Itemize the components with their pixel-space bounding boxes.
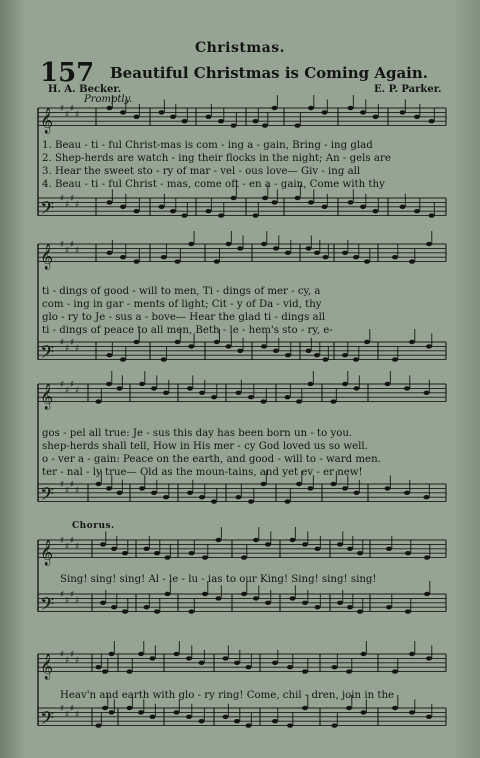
note-head	[144, 605, 150, 609]
note-head	[262, 123, 268, 127]
note-head	[241, 555, 247, 559]
treble-clef-icon: 𝄞	[40, 244, 54, 270]
note-head	[373, 115, 379, 119]
chorus-lyric-line-2: Heav'n and earth with glo - ry ring! Come, chil - dren, join in the	[60, 690, 395, 701]
chorus-lyric-line-1: Sing! sing! sing! Al - le - lu - ias to our King! Sing! sing! sing!	[60, 574, 377, 585]
note-head	[265, 542, 271, 546]
sharp-icon: ♯	[65, 656, 70, 666]
note-head	[248, 395, 254, 399]
note-head	[109, 652, 115, 656]
sharp-icon: ♯	[60, 104, 65, 114]
note-head	[138, 652, 144, 656]
sharp-icon: ♯	[75, 486, 80, 496]
note-head	[385, 382, 391, 386]
note-head	[392, 255, 398, 259]
note-head	[364, 340, 370, 344]
sharp-icon: ♯	[60, 338, 65, 348]
note-head	[322, 205, 328, 209]
note-head	[386, 605, 392, 609]
note-head	[332, 723, 338, 727]
note-head	[174, 652, 180, 656]
note-head	[386, 547, 392, 551]
bass-clef-icon: 𝄢	[40, 708, 55, 734]
sharp-icon: ♯	[60, 380, 65, 390]
sharp-icon: ♯	[70, 536, 75, 546]
lyric-line: com - ing in gar - ments of light; Cit - y of Da - vid, thy	[42, 299, 322, 310]
note-head	[188, 242, 194, 246]
note-head	[323, 357, 329, 361]
note-head	[360, 205, 366, 209]
note-head	[231, 123, 237, 127]
note-head	[102, 669, 108, 673]
note-head	[107, 200, 113, 204]
note-head	[261, 399, 267, 403]
note-head	[111, 605, 117, 609]
note-head	[315, 605, 321, 609]
note-head	[170, 209, 176, 213]
sharp-icon: ♯	[65, 344, 70, 354]
note-head	[253, 596, 259, 600]
sharp-icon: ♯	[75, 656, 80, 666]
note-head	[206, 115, 212, 119]
note-head	[134, 115, 140, 119]
note-head	[151, 491, 157, 495]
note-head	[322, 110, 328, 114]
note-head	[182, 213, 188, 217]
note-head	[189, 609, 195, 613]
sharp-icon: ♯	[70, 104, 75, 114]
note-head	[354, 491, 360, 495]
note-head	[237, 246, 243, 250]
lyric-line: ter - nal - ly true— Old as the moun-tains, and yet ev - er new!	[42, 467, 363, 478]
sharp-icon: ♯	[75, 246, 80, 256]
note-head	[159, 205, 165, 209]
note-head	[226, 242, 232, 246]
note-head	[405, 609, 411, 613]
note-head	[139, 486, 145, 490]
note-head	[150, 656, 156, 660]
note-head	[426, 242, 432, 246]
note-head	[302, 601, 308, 605]
note-head	[306, 349, 312, 353]
note-head	[285, 499, 291, 503]
note-head	[182, 119, 188, 123]
note-head	[285, 395, 291, 399]
lyric-line: ti - dings of good - will to men, Ti - dings of mer - cy, a	[42, 286, 321, 297]
sharp-icon: ♯	[70, 338, 75, 348]
lyric-line: glo - ry to Je - sus a - bove— Hear the glad ti - dings all	[42, 312, 326, 323]
note-head	[332, 665, 338, 669]
sharp-icon: ♯	[65, 386, 70, 396]
note-head	[161, 357, 167, 361]
note-head	[223, 715, 229, 719]
bass-clef-icon: 𝄢	[40, 594, 55, 620]
note-head	[122, 551, 128, 555]
note-head	[392, 357, 398, 361]
treble-clef-icon: 𝄞	[40, 384, 54, 410]
note-head	[199, 391, 205, 395]
note-head	[175, 340, 181, 344]
note-head	[134, 259, 140, 263]
note-head	[216, 538, 222, 542]
sharp-icon: ♯	[75, 596, 80, 606]
note-head	[216, 596, 222, 600]
note-head	[253, 538, 259, 542]
sharp-icon: ♯	[75, 542, 80, 552]
note-head	[373, 209, 379, 213]
note-head	[314, 353, 320, 357]
note-head	[127, 669, 133, 673]
note-head	[236, 391, 242, 395]
note-head	[150, 715, 156, 719]
treble-clef-icon: 𝄞	[40, 654, 54, 680]
note-head	[296, 399, 302, 403]
note-head	[273, 349, 279, 353]
note-head	[96, 482, 102, 486]
note-head	[357, 609, 363, 613]
sharp-icon: ♯	[65, 110, 70, 120]
tempo-marking: Promptly.	[84, 94, 133, 105]
note-head	[346, 669, 352, 673]
note-head	[405, 551, 411, 555]
sharp-icon: ♯	[60, 194, 65, 204]
note-head	[102, 706, 108, 710]
note-head	[409, 652, 415, 656]
note-head	[426, 715, 432, 719]
note-head	[426, 656, 432, 660]
note-head	[218, 119, 224, 123]
sharp-icon: ♯	[65, 486, 70, 496]
note-head	[144, 547, 150, 551]
note-head	[211, 395, 217, 399]
note-head	[134, 340, 140, 344]
sharp-icon: ♯	[65, 710, 70, 720]
note-head	[331, 482, 337, 486]
note-head	[337, 601, 343, 605]
note-head	[290, 596, 296, 600]
note-head	[139, 382, 145, 386]
note-head	[223, 656, 229, 660]
note-head	[424, 495, 430, 499]
sharp-icon: ♯	[75, 110, 80, 120]
note-head	[302, 669, 308, 673]
note-head	[348, 200, 354, 204]
note-head	[306, 246, 312, 250]
note-head	[174, 710, 180, 714]
note-head	[392, 706, 398, 710]
sharp-icon: ♯	[70, 590, 75, 600]
note-head	[188, 344, 194, 348]
note-head	[337, 542, 343, 546]
note-head	[361, 710, 367, 714]
note-head	[159, 110, 165, 114]
note-head	[308, 382, 314, 386]
lyric-line: shep-herds shall tell, How in His mer - cy God loved us so well.	[42, 441, 368, 452]
note-head	[163, 495, 169, 499]
note-head	[127, 706, 133, 710]
note-head	[272, 200, 278, 204]
sharp-icon: ♯	[65, 542, 70, 552]
note-head	[107, 251, 113, 255]
note-head	[302, 706, 308, 710]
note-head	[261, 242, 267, 246]
note-head	[287, 665, 293, 669]
sharp-icon: ♯	[60, 650, 65, 660]
note-head	[163, 391, 169, 395]
note-head	[308, 200, 314, 204]
chorus-label: Chorus.	[72, 521, 115, 531]
note-head	[409, 259, 415, 263]
note-head	[272, 106, 278, 110]
note-head	[361, 652, 367, 656]
note-head	[261, 344, 267, 348]
sharp-icon: ♯	[60, 240, 65, 250]
sharp-icon: ♯	[70, 480, 75, 490]
note-head	[206, 209, 212, 213]
note-head	[109, 710, 115, 714]
note-head	[170, 115, 176, 119]
note-head	[295, 196, 301, 200]
note-head	[186, 656, 192, 660]
note-head	[285, 251, 291, 255]
sharp-icon: ♯	[60, 480, 65, 490]
note-head	[314, 251, 320, 255]
note-head	[302, 542, 308, 546]
note-head	[106, 486, 112, 490]
note-head	[323, 255, 329, 259]
note-head	[409, 340, 415, 344]
note-head	[353, 357, 359, 361]
note-head	[96, 665, 102, 669]
note-head	[199, 495, 205, 499]
note-head	[400, 110, 406, 114]
note-head	[100, 601, 106, 605]
sharp-icon: ♯	[70, 380, 75, 390]
note-head	[414, 115, 420, 119]
note-head	[175, 259, 181, 263]
lyric-line: 3. Hear the sweet sto - ry of mar - vel - ous love— Giv - ing all	[42, 166, 361, 177]
sharp-icon: ♯	[70, 650, 75, 660]
sharp-icon: ♯	[60, 536, 65, 546]
note-head	[154, 609, 160, 613]
note-head	[96, 723, 102, 727]
note-head	[331, 399, 337, 403]
note-head	[424, 592, 430, 596]
sharp-icon: ♯	[75, 386, 80, 396]
note-head	[234, 661, 240, 665]
note-head	[347, 547, 353, 551]
note-head	[117, 491, 123, 495]
note-head	[234, 719, 240, 723]
note-head	[347, 605, 353, 609]
lyric-line: 2. Shep-herds are watch - ing their flocks in the night; An - gels are	[42, 153, 391, 164]
note-head	[165, 592, 171, 596]
lyricist-credit: H. A. Becker.	[48, 84, 122, 95]
section-heading: Christmas.	[194, 40, 285, 56]
note-head	[272, 719, 278, 723]
note-head	[308, 486, 314, 490]
note-head	[360, 110, 366, 114]
note-head	[272, 661, 278, 665]
note-head	[426, 344, 432, 348]
note-head	[346, 706, 352, 710]
note-head	[429, 213, 435, 217]
note-head	[151, 386, 157, 390]
note-head	[354, 386, 360, 390]
sharp-icon: ♯	[65, 200, 70, 210]
note-head	[100, 542, 106, 546]
note-head	[199, 661, 205, 665]
note-head	[385, 486, 391, 490]
note-head	[285, 353, 291, 357]
note-head	[236, 495, 242, 499]
note-head	[111, 547, 117, 551]
bass-clef-icon: 𝄢	[40, 198, 55, 224]
note-head	[429, 119, 435, 123]
note-head	[424, 391, 430, 395]
lyric-line: ti - dings of peace to all men, Beth - le - hem's sto - ry, e-	[42, 325, 333, 336]
note-head	[202, 592, 208, 596]
note-head	[107, 106, 113, 110]
note-head	[287, 723, 293, 727]
note-head	[342, 486, 348, 490]
sharp-icon: ♯	[70, 704, 75, 714]
note-head	[96, 399, 102, 403]
note-head	[186, 715, 192, 719]
note-head	[262, 196, 268, 200]
note-head	[253, 119, 259, 123]
note-head	[187, 386, 193, 390]
note-head	[342, 382, 348, 386]
note-head	[106, 382, 112, 386]
note-head	[273, 246, 279, 250]
note-head	[134, 209, 140, 213]
note-head	[357, 551, 363, 555]
hymn-title: Beautiful Christmas is Coming Again.	[110, 64, 428, 82]
note-head	[189, 551, 195, 555]
note-head	[122, 609, 128, 613]
note-head	[231, 196, 237, 200]
note-head	[296, 482, 302, 486]
note-head	[241, 592, 247, 596]
note-head	[392, 669, 398, 673]
note-head	[138, 710, 144, 714]
bass-clef-icon: 𝄢	[40, 342, 55, 368]
sharp-icon: ♯	[60, 590, 65, 600]
note-head	[120, 357, 126, 361]
note-head	[117, 386, 123, 390]
lyric-line: gos - pel all true: Je - sus this day has been born un - to you.	[42, 428, 353, 439]
bass-clef-icon: 𝄢	[40, 484, 55, 510]
sharp-icon: ♯	[65, 246, 70, 256]
note-head	[248, 499, 254, 503]
note-head	[315, 547, 321, 551]
treble-clef-icon: 𝄞	[40, 540, 54, 566]
note-head	[424, 555, 430, 559]
note-head	[261, 482, 267, 486]
lyric-line: 1. Beau - ti - ful Christ-mas is com - ing a - gain, Bring - ing glad	[42, 140, 373, 151]
note-head	[414, 209, 420, 213]
treble-clef-icon: 𝄞	[40, 108, 54, 134]
sharp-icon: ♯	[60, 704, 65, 714]
note-head	[120, 205, 126, 209]
note-head	[161, 255, 167, 259]
note-head	[214, 340, 220, 344]
note-head	[218, 213, 224, 217]
sharp-icon: ♯	[75, 344, 80, 354]
note-head	[353, 255, 359, 259]
sharp-icon: ♯	[75, 200, 80, 210]
sharp-icon: ♯	[75, 710, 80, 720]
note-head	[246, 723, 252, 727]
note-head	[404, 386, 410, 390]
note-head	[211, 499, 217, 503]
note-head	[364, 259, 370, 263]
note-head	[246, 665, 252, 669]
note-head	[404, 491, 410, 495]
sharp-icon: ♯	[70, 240, 75, 250]
note-head	[226, 344, 232, 348]
note-head	[154, 551, 160, 555]
note-head	[237, 349, 243, 353]
note-head	[120, 110, 126, 114]
note-head	[120, 255, 126, 259]
note-head	[265, 601, 271, 605]
sharp-icon: ♯	[70, 194, 75, 204]
sharp-icon: ♯	[65, 596, 70, 606]
note-head	[290, 538, 296, 542]
note-head	[199, 719, 205, 723]
note-head	[202, 555, 208, 559]
note-head	[107, 353, 113, 357]
note-head	[295, 123, 301, 127]
lyric-line: 4. Beau - ti - ful Christ - mas, come oft - en a - gain, Come with thy	[42, 179, 385, 190]
hymn-number: 157	[40, 58, 95, 88]
lyric-line: o - ver a - gain: Peace on the earth, and good - will to - ward men.	[42, 454, 381, 465]
note-head	[308, 106, 314, 110]
note-head	[214, 259, 220, 263]
note-head	[342, 353, 348, 357]
note-head	[342, 251, 348, 255]
note-head	[165, 555, 171, 559]
note-head	[187, 491, 193, 495]
note-head	[409, 710, 415, 714]
note-head	[348, 106, 354, 110]
staff-lines	[38, 104, 446, 734]
note-head	[253, 213, 259, 217]
note-head	[400, 205, 406, 209]
composer-credit: E. P. Parker.	[374, 84, 442, 95]
